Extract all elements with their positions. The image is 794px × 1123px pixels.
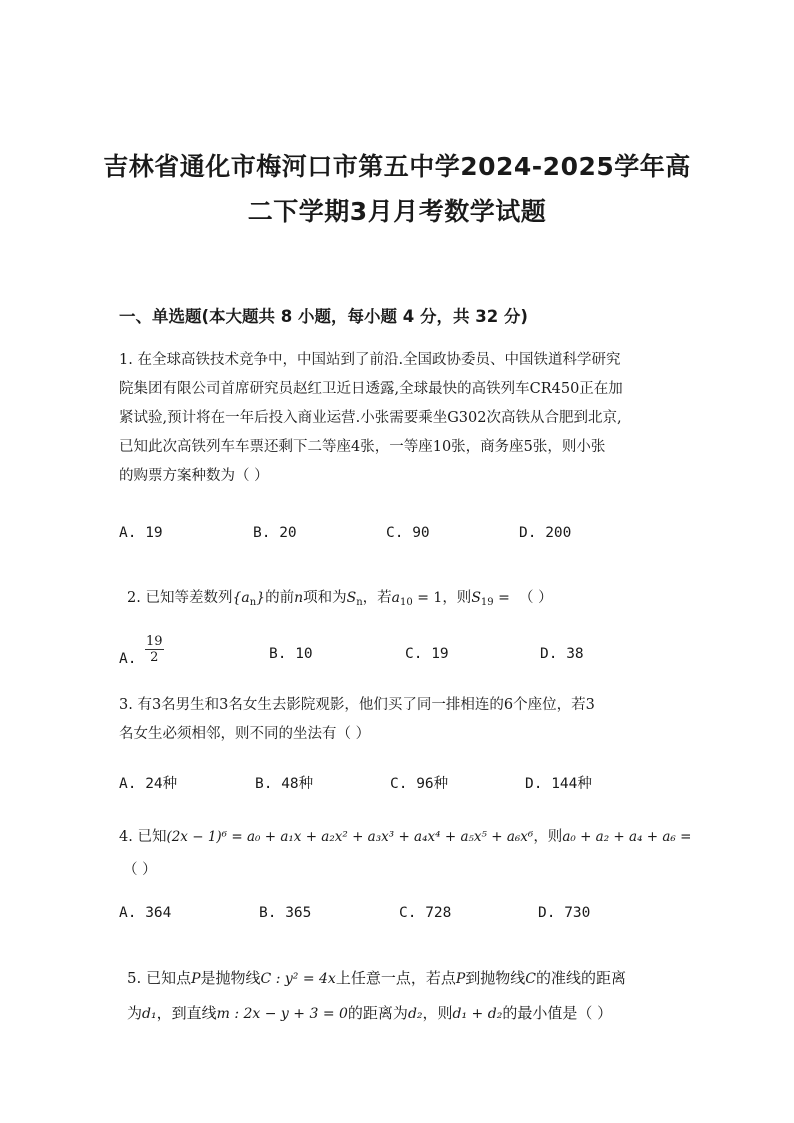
option-d[interactable]: D. 144种 <box>525 776 592 792</box>
section-heading: 一、单选题(本大题共 8 小题，每小题 4 分，共 32 分) <box>119 307 528 326</box>
option-c[interactable]: C. 19 <box>405 646 449 662</box>
question-5-line1: 5. 已知点P是抛物线C : y² = 4x上任意一点，若点P到抛物线C的准线的距离 <box>127 969 627 987</box>
option-b[interactable]: B. 365 <box>259 905 312 921</box>
option-b[interactable]: B. 10 <box>269 646 313 662</box>
question-3-line: 3. 有3名男生和3名女生去影院观影，他们买了同一排相连的6个座位，若3 <box>119 697 595 713</box>
question-1-line: 已知此次高铁列车车票还剩下二等座4张，一等座10张，商务座5张，则小张 <box>119 439 606 455</box>
equation: (2x − 1)⁶ = a₀ + a₁x + a₂x² + a₃x³ + a₄x⁴ + a₅x⁵ + a₆x⁶ <box>166 829 534 845</box>
question-3 <box>119 691 679 749</box>
question-1-line: 1. 在全球高铁技术竞争中，中国站到了前沿.全国政协委员、中国铁道科学研究 <box>119 352 621 368</box>
option-d[interactable]: D. 38 <box>540 646 584 662</box>
question-1-line: 院集团有限公司首席研究员赵红卫近日透露,全球最快的高铁列车CR450正在加 <box>119 381 623 397</box>
question-5-line2: 为d₁，到直线m : 2x − y + 3 = 0的距离为d₂，则d₁ + d₂的最小值是（ ） <box>127 1004 613 1022</box>
question-4-blank: （ ） <box>123 862 157 878</box>
option-a-fraction: $\frac{19}{2}$ <box>146 634 163 665</box>
option-b[interactable]: B. 20 <box>253 525 297 541</box>
document-title-line1: 吉林省通化市梅河口市第五中学2024-2025学年高 <box>103 152 691 181</box>
option-a[interactable]: A. 19 <box>119 525 163 541</box>
equation: a₀ + a₂ + a₄ + a₆ = <box>562 829 692 845</box>
option-d[interactable]: D. 730 <box>538 905 591 921</box>
option-a[interactable]: A. 24种 <box>119 776 178 792</box>
option-d[interactable]: D. 200 <box>519 525 572 541</box>
option-a[interactable]: A. 364 <box>119 905 172 921</box>
option-c[interactable]: C. 90 <box>386 525 430 541</box>
option-c[interactable]: C. 96种 <box>390 776 449 792</box>
question-1-line: 的购票方案种数为（ ） <box>119 468 269 484</box>
question-3-line: 名女生必须相邻，则不同的坐法有（ ） <box>119 726 371 742</box>
question-1-line: 紧试验,预计将在一年后投入商业运营.小张需要乘坐G302次高铁从合肥到北京, <box>119 410 622 426</box>
option-a[interactable]: A. <box>119 651 137 667</box>
question-1 <box>119 346 679 491</box>
question-2: 2. 已知等差数列$\{a_n\}$的前n项和为$S_n$，若$a_{10} = 1$，则$S_{19}$ = （ ） <box>127 590 553 608</box>
option-b[interactable]: B. 48种 <box>255 776 314 792</box>
question-4: 4. 已知(2x − 1)⁶ = a₀ + a₁x + a₂x² + a₃x³ + a₄x⁴ + a₅x⁵ + a₆x⁶，则a₀ + a₂ + a₄ + a₆ = <box>119 829 692 845</box>
question-2-text: 2. 已知等差数列 <box>127 590 233 606</box>
option-c[interactable]: C. 728 <box>399 905 452 921</box>
document-title-line2: 二下学期3月月考数学试题 <box>247 197 547 226</box>
